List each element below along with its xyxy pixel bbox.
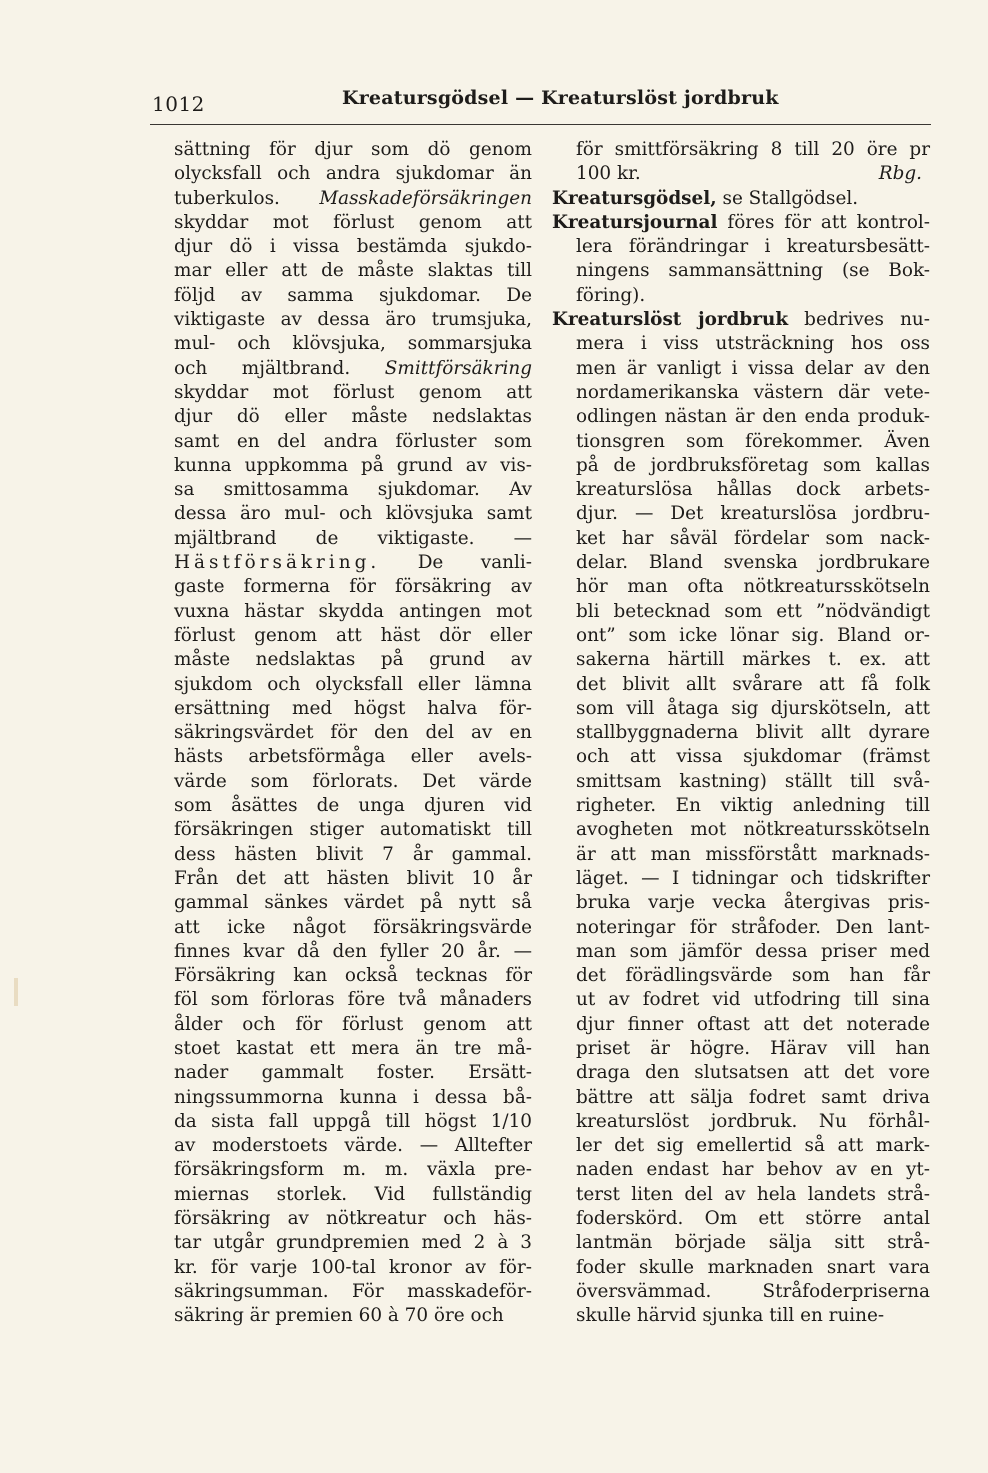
- text-line: nader gammalt foster. Ersätt-: [174, 1062, 532, 1084]
- term-masskadeforsakringen: Masskadeförsäkringen: [319, 187, 532, 209]
- text-line: Kreaturslöst jordbruk bedrives nu-: [552, 309, 930, 331]
- text-line: kreaturslöst jordbruk. Nu förhål-: [576, 1110, 930, 1132]
- entry-kreaturslost-jordbruk: [552, 308, 930, 1328]
- text-line: av moderstoets värde. — Alltefter: [174, 1135, 532, 1157]
- text-line: sättning för djur som dö genom: [174, 139, 532, 160]
- text-line: och att vissa sjukdomar (främst: [576, 746, 930, 768]
- text-line: skyddar mot förlust genom att: [174, 211, 532, 233]
- text-line: Från det att hästen blivit 10 år: [174, 867, 532, 889]
- text-line: ut av fodret vid utfodring till sina: [576, 989, 930, 1011]
- text-line: samt en del andra förluster som: [174, 430, 532, 452]
- text-line: ningens sammansättning (se Bok-: [576, 260, 930, 282]
- text-line: som vill åtaga sig djurskötseln, att: [576, 697, 930, 719]
- text-line: försäkringen stiger automatiskt till: [174, 819, 532, 841]
- text-line: mar eller att de måste slaktas till: [174, 260, 532, 282]
- text-line: tar utgår grundpremien med 2 à 3: [174, 1232, 532, 1254]
- text-line: som åsättes de unga djuren vid: [174, 795, 532, 817]
- text-line: föring).: [576, 284, 646, 306]
- text-line: 100 kr. Rbg.: [552, 162, 930, 186]
- text-line: tionsgren som förekommer. Även: [576, 430, 930, 452]
- text-line: stallbyggnaderna blivit allt dyrare: [576, 722, 930, 744]
- text-line: säkringsumman. För masskadeför-: [174, 1280, 532, 1302]
- text-line: hör man ofta nötkreatursskötseln: [576, 576, 930, 598]
- text-line: djur dö eller måste nedslaktas: [174, 406, 532, 428]
- text-line: ket har såväl fördelar som nack-: [576, 527, 930, 549]
- text-line: lera förändringar i kreatursbesätt-: [576, 236, 930, 258]
- text-line: måste nedslaktas på grund av: [174, 649, 532, 671]
- text-line: kr. för varje 100-tal kronor av för-: [174, 1256, 532, 1278]
- term-smittforsakring: Smittförsäkring: [384, 357, 532, 379]
- text-line: ont” som icke lönar sig. Bland or-: [576, 624, 930, 646]
- text-line: det förädlingsvärde som han får: [576, 965, 930, 987]
- headword: Kreatursgödsel,: [552, 187, 717, 209]
- text-line: bruka varje vecka återgivas pris-: [576, 892, 930, 914]
- text-line: bli betecknad som ett ”nödvändigt: [576, 600, 930, 622]
- page-number: 1012: [152, 92, 205, 116]
- text-line: säkring är premien 60 à 70 öre och: [174, 1305, 504, 1327]
- text-line: lantmän började sälja sitt strå-: [576, 1232, 930, 1254]
- author-signature: Rbg.: [878, 163, 922, 185]
- text-line: terst liten del av hela landets strå-: [576, 1183, 930, 1205]
- text-line: finnes kvar då den fyller 20 år. —: [174, 940, 532, 962]
- text-line: gaste formerna för försäkring av: [174, 576, 532, 598]
- text-line: priset är högre. Härav vill han: [576, 1037, 930, 1059]
- text-line: avogheten mot nötkreatursskötseln: [576, 819, 930, 841]
- left-column: [174, 138, 532, 1329]
- text-line: delar. Bland svenska jordbrukare: [576, 552, 930, 574]
- header-rule: [150, 124, 931, 125]
- text-line: foder skulle marknaden snart vara: [576, 1256, 930, 1278]
- term-hastforsakring: Hästförsäkring.: [174, 552, 381, 574]
- text-line: djur dö i vissa bestämda sjukdo-: [174, 236, 532, 258]
- text-line: bättre att sälja fodret samt driva: [576, 1086, 930, 1108]
- text-line: men är vanligt i vissa delar av den: [576, 357, 930, 379]
- text-line: för smittförsäkring 8 till 20 öre pr: [576, 139, 930, 160]
- text-line: djur. — Det kreaturslösa jordbru-: [576, 503, 930, 525]
- text-line: följd av samma sjukdomar. De: [174, 284, 532, 306]
- text-line: Hästförsäkring. De vanli-: [174, 552, 532, 574]
- text-line: förlust genom att häst dör eller: [174, 624, 532, 646]
- text-line: skulle härvid sjunka till en ruine-: [576, 1305, 885, 1327]
- entry-kreatursgodsel: [552, 187, 930, 211]
- text-line: mera i viss utsträckning hos oss: [576, 333, 930, 355]
- text-line: vuxna hästar skydda antingen mot: [174, 600, 532, 622]
- text-line: ersättning med högst halva för-: [174, 697, 532, 719]
- text-line: sjukdom och olycksfall eller lämna: [174, 673, 532, 695]
- text-line: djur finner oftast att det noterade: [576, 1013, 930, 1035]
- continuation-paragraph: [552, 138, 930, 187]
- entry-kreatursjournal: [552, 211, 930, 308]
- text-line: odlingen nästan är den enda produk-: [576, 406, 930, 428]
- text-line: gammal sänkes värdet på nytt så: [174, 892, 532, 914]
- text-line: dess hästen blivit 7 år gammal.: [174, 843, 532, 865]
- text-line: ningssummorna kunna i dessa bå-: [174, 1086, 532, 1108]
- text-line: ålder och för förlust genom att: [174, 1013, 532, 1035]
- text-line: att icke något försäkringsvärde: [174, 916, 532, 938]
- text-line: skyddar mot förlust genom att: [174, 381, 532, 403]
- text-line: läget. — I tidningar och tidskrifter: [576, 867, 930, 889]
- text-line: nordamerikanska västern där vete-: [576, 381, 930, 403]
- text-line: säkringsvärdet för den del av en: [174, 722, 532, 744]
- text-line: draga den slutsatsen att det vore: [576, 1062, 930, 1084]
- text-line: stoet kastat ett mera än tre må-: [174, 1037, 532, 1059]
- text-line: och mjältbrand. Smittförsäkring: [174, 357, 532, 379]
- text-line: Kreatursjournal föres för att kontrol-: [552, 211, 930, 233]
- text-line: det blivit allt svårare att få folk: [576, 673, 930, 695]
- text-line: mjältbrand de viktigaste. —: [174, 527, 532, 549]
- text-line: sakerna härtill märkes t. ex. att: [576, 649, 930, 671]
- text-line: smittsam kastning) ställt till svå-: [576, 770, 930, 792]
- text-line: noteringar för stråfoder. Den lant-: [576, 916, 930, 938]
- running-head: Kreatursgödsel — Kreaturslöst jordbruk: [342, 87, 779, 109]
- text-line: Kreatursgödsel, se Stallgödsel.: [552, 187, 859, 209]
- text-line: sa smittosamma sjukdomar. Av: [174, 479, 532, 501]
- text-line: på de jordbruksföretag som kallas: [576, 454, 930, 476]
- text-line: ler det sig emellertid så att mark-: [576, 1135, 930, 1157]
- text-line: mul- och klövsjuka, sommarsjuka: [174, 333, 532, 355]
- text-line: hästs arbetsförmåga eller avels-: [174, 746, 532, 768]
- text-line: försäkringsform m. m. växla pre-: [174, 1159, 532, 1181]
- paper-stain: [14, 978, 18, 1006]
- text-line: tuberkulos. Masskadeförsäkringen: [174, 187, 532, 209]
- text-line: righeter. En viktig anledning till: [576, 795, 930, 817]
- text-line: kreaturslösa hållas dock arbets-: [576, 479, 930, 501]
- headword: Kreatursjournal: [552, 211, 718, 233]
- text-line: miernas storlek. Vid fullständig: [174, 1183, 532, 1205]
- text-line: olycksfall och andra sjukdomar än: [174, 163, 532, 185]
- text-line: foderskörd. Om ett större antal: [576, 1208, 930, 1230]
- text-line: är att man missförstått marknads-: [576, 843, 930, 865]
- text-line: viktigaste av dessa äro trumsjuka,: [174, 309, 532, 331]
- text-line: kunna uppkomma på grund av vis-: [174, 454, 532, 476]
- text-line: Försäkring kan också tecknas för: [174, 965, 532, 987]
- text-line: dessa äro mul- och klövsjuka samt: [174, 503, 532, 525]
- text-line: översvämmad. Stråfoderpriserna: [576, 1280, 930, 1302]
- text-line: försäkring av nötkreatur och häs-: [174, 1208, 532, 1230]
- headword: Kreaturslöst jordbruk: [552, 309, 789, 331]
- text-line: naden endast har behov av en yt-: [576, 1159, 930, 1181]
- text-line: da sista fall uppgå till högst 1/10: [174, 1110, 532, 1132]
- text-line: man som jämför dessa priser med: [576, 940, 930, 962]
- text-line: värde som förlorats. Det värde: [174, 770, 532, 792]
- right-column: [552, 138, 930, 1329]
- text-line: föl som förloras före två månaders: [174, 989, 532, 1011]
